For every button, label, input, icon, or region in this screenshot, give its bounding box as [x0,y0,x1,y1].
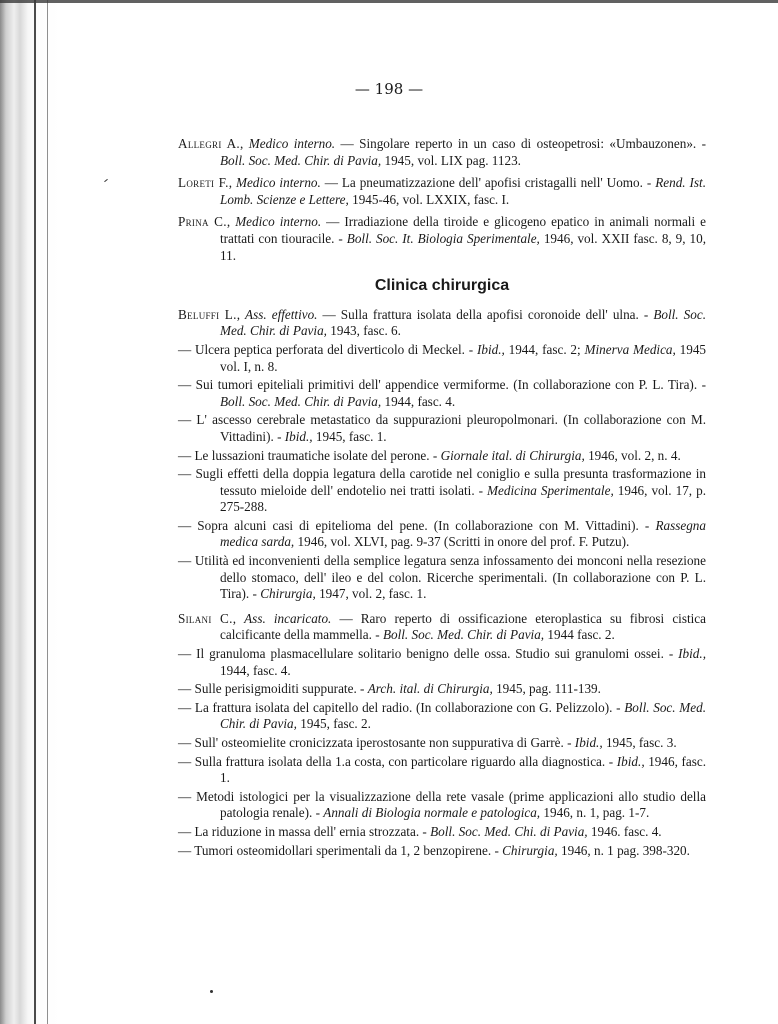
journal-name: Giornale ital. di Chirurgia, [440,447,585,463]
citation-tail: 1946, vol. XXII fasc. 8, 9, 10, 11. [220,230,706,263]
journal-name: Ibid., [616,753,645,769]
list-item [178,700,706,733]
author-role: Ass. effettivo. [245,306,318,322]
author-role: Medico interno. [248,136,336,151]
list-item [178,843,706,860]
section-title: Clinica chirurgica [374,277,510,295]
journal-name: Ibid., [476,341,505,357]
title-text: — Sulle perisigmoiditi suppurate. - [178,681,368,697]
entry-prina: Prina C., Medico interno. — Irradiazione della tiroide e glicogeno epatico in animali normali e trattati con tiouracile. - Boll. Soc. It. Biologia Sperimentale, 1946, vol. XXII fasc. 8, 9, 10, 11. [178,214,707,263]
journal-name: Ibid., [284,428,313,444]
citation-tail: 1944, fasc. 2; [504,341,585,357]
citation-tail: 1944, fasc. 4. [381,393,456,409]
journal-name: Chirurgia, [260,586,316,602]
title-text: — Metodi istologici per la visualizzazione della rete vasale (prime applicazioni allo studio della patologia renale). - [178,788,706,821]
journal-name: Medicina Sperimentale, [487,482,614,498]
citation-tail: 1946. fasc. 4. [587,823,662,839]
journal-name: Boll. Soc. It. Biologia Sperimentale, [346,230,540,246]
journal-name: Boll. Soc. Med. Chir. di Pavia, [382,627,545,643]
title-text: — Singolare reperto in un caso di osteopetrosi: «Umbauzonen». - [335,136,707,151]
citation-tail: 1945, pag. 111-139. [492,681,601,697]
list-item [178,412,706,445]
author-role: Medico interno. [235,214,322,230]
citation-tail: 1945, vol. LIX pag. 1123. [381,152,521,168]
journal-name: Chirurgia, [502,842,558,858]
list-item [178,681,706,698]
citation-tail: 1946, fasc. 1. [220,753,706,786]
title-text: — Irradiazione della tiroide e glicogeno epatico in animali normali e trattati con tiouracile. - [220,214,707,246]
author-name: Loreti F. [178,175,229,191]
journal-name: Boll. Soc. Med. Chir. di Pavia, [220,152,382,168]
list-item [178,754,706,787]
citation-tail: 1947, vol. 2, fasc. 1. [315,586,427,602]
title-text: — Raro reperto di ossificazione eteroplastica su fibrosi cistica calcificante della mammella. - [220,610,706,643]
title-text: — Utilità ed inconvenienti della semplice legatura senza infossamento dei monconi nella resezione dello stomaco, dell' ileo e del colon. Ricerche sperimentali. (In collaborazione con P. L. Tira). - [178,553,706,602]
author-role: Medico interno. [235,175,321,191]
author-name: Prina C. [178,214,227,230]
author-name: Allegri A. [178,136,241,151]
ink-speck [210,990,213,993]
bibliography-list [178,136,706,859]
spine-edge-line-inner [47,0,48,1024]
citation-tail: 1944 fasc. 2. [544,627,615,643]
list-item [178,448,706,465]
title-text: — Sull' osteomielite cronicizzata iperostosante non suppurativa di Garrè. - [178,735,575,750]
list-item [178,735,706,752]
citation-tail: 1946, n. 1, pag. 1-7. [540,805,650,821]
title-text: — Le lussazioni traumatiche isolate del perone. - [178,447,441,463]
title-text: — La riduzione in massa dell' ernia strozzata. - [178,823,431,839]
citation-tail: 1946, vol. 2, n. 4. [584,447,681,463]
list-item [178,466,706,516]
title-text: — Sugli effetti della doppia legatura della carotide nel coniglio e sulla presunta trasformazione in tessuto mieloide dell' endotelio nei tratti isolati. - [178,466,706,498]
title-text: — Tumori osteomidollari sperimentali da 1, 2 benzopirene. - [178,842,503,858]
journal-name: Minerva Medica, [584,341,676,357]
author-name: Silani C. [178,610,233,626]
journal-name: Rend. Ist. Lomb. Scienze e Lettere, [220,175,706,207]
journal-name: Boll. Soc. Med. Chir. di Pavia, [220,393,382,409]
title-text: — L' ascesso cerebrale metastatico da suppurazioni pleuropolmonari. (In collaborazione con M. Vittadini). - [178,412,706,444]
title-text: — Sui tumori epiteliali primitivi dell' appendice vermiforme. (In collaborazione con P. L. Tira). - [178,377,706,393]
journal-name: Boll. Soc. Med. Chir. di Pavia, [220,306,706,339]
title-text: — La pneumatizzazione dell' apofisi cristagalli nell' Uomo. - [320,175,656,191]
entry-beluffi: Beluffi L., Ass. effettivo. — Sulla frattura isolata della apofisi coronoide dell' ulna. - Boll. Soc. Med. Chir. di Pavia, 1943, fasc. 6. [178,306,706,339]
spine-edge-line [34,0,36,1024]
journal-name: Ibid., [678,646,706,662]
title-text: — Sulla frattura isolata della 1.a costa, con particolare riguardo alla diagnostica. - [178,753,617,769]
journal-name: Annali di Biologia normale e patologica, [323,805,541,821]
page-number: — 198 — [354,80,424,98]
citation-tail: 1946, n. 1 pag. 398-320. [557,842,690,858]
list-item [178,824,706,841]
list-item [178,646,706,679]
list-item [178,553,706,603]
list-item [178,789,706,822]
book-spine-shadow [0,0,60,1024]
author-name: Beluffi L. [178,306,237,322]
title-text: — Sopra alcuni casi di epitelioma del pene. (In collaborazione con M. Vittadini). - [178,517,656,533]
ink-speck [104,179,108,182]
list-item [178,342,706,375]
title-text: — La frattura isolata del capitello del radio. (In collaborazione con G. Pelizzolo). - [178,699,625,715]
citation-tail: 1943, fasc. 6. [326,323,401,339]
citation-tail: 1944, fasc. 4. [220,662,291,678]
citation-tail: 1945 vol. I, n. 8. [220,341,707,374]
entry-silani: Silani C., Ass. incaricato. — Raro reperto di ossificazione eteroplastica su fibrosi cistica calcificante della mammella. - Boll. Soc. Med. Chir. di Pavia, 1944 fasc. 2. [178,610,706,643]
entry-allegri: Allegri A., Medico interno. — Singolare reperto in un caso di osteopetrosi: «Umbauzonen». - Boll. Soc. Med. Chir. di Pavia, 1945, vol. LIX pag. 1123. [178,136,707,168]
entry-loreti: Loreti F., Medico interno. — La pneumatizzazione dell' apofisi cristagalli nell' Uomo. - Rend. Ist. Lomb. Scienze e Lettere, 1945-46, vol. LXXIX, fasc. I. [178,175,706,207]
citation-tail: 1945-46, vol. LXXIX, fasc. I. [348,191,510,207]
citation-tail: 1945, fasc. 1. [312,428,387,444]
title-text: — Il granuloma plasmacellulare solitario benigno delle ossa. Studio sui granulomi ossei. - [178,646,679,662]
journal-name: Boll. Soc. Med. Chir. di Pavia, [220,699,707,732]
citation-tail: 1945, fasc. 2. [296,716,371,732]
title-text: — Ulcera peptica perforata del diverticolo di Meckel. - [178,341,477,357]
journal-name: Rassegna medica sarda, [220,517,706,550]
citation-tail: 1946, vol. 17, p. 275-288. [220,482,706,515]
author-role: Ass. incaricato. [244,610,332,626]
list-item [178,377,706,410]
journal-name: Arch. ital. di Chirurgia, [367,681,493,697]
journal-name: Boll. Soc. Med. Chi. di Pavia, [430,823,588,839]
citation-tail: 1945, fasc. 3. [602,735,677,750]
page-top-edge [0,0,778,3]
title-text: — Sulla frattura isolata della apofisi coronoide dell' ulna. - [317,306,654,322]
citation-tail: 1946, vol. XLVI, pag. 9-37 (Scritti in onore del prof. F. Putzu). [294,534,630,550]
journal-name: Ibid., [574,735,603,750]
list-item [178,518,706,551]
